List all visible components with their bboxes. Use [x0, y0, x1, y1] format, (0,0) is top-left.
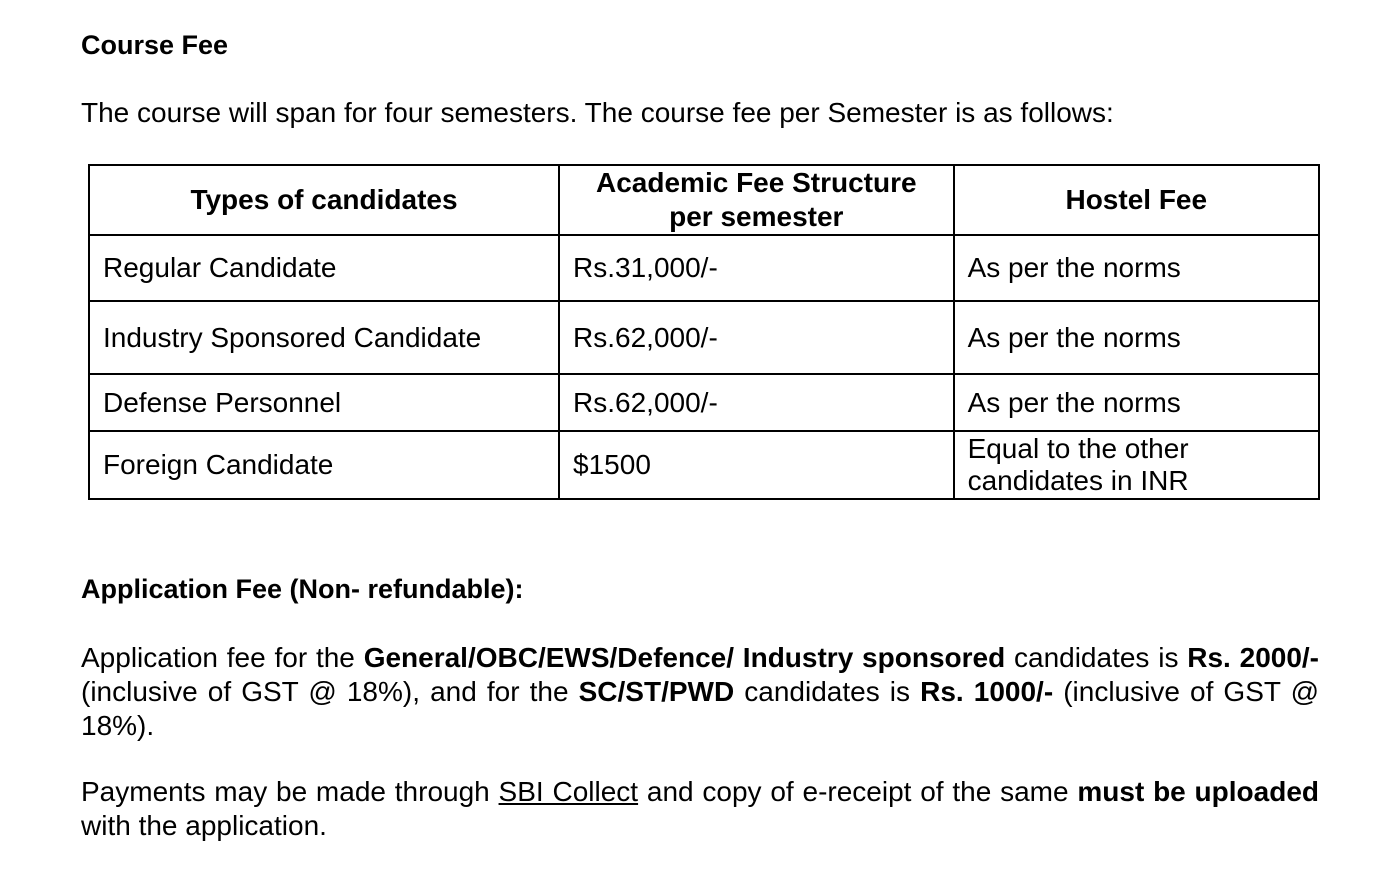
candidate-type-cell: Foreign Candidate: [89, 431, 559, 499]
hostel-fee-cell: As per the norms: [954, 235, 1319, 301]
course-fee-intro: The course will span for four semesters. The course fee per Semester is as follows:: [81, 97, 1114, 128]
candidate-type-cell: Defense Personnel: [89, 374, 559, 431]
academic-fee-cell: Rs.62,000/-: [559, 301, 954, 374]
general-fee-amount: Rs. 2000/-: [1187, 642, 1320, 673]
table-row: [89, 235, 1319, 301]
sbi-collect-link[interactable]: SBI Collect: [498, 776, 639, 807]
academic-fee-cell: Rs.62,000/-: [559, 374, 954, 431]
upload-requirement: must be uploaded: [1077, 776, 1319, 807]
header-types-of-candidates: Types of candidates: [89, 165, 559, 235]
hostel-fee-cell: [954, 431, 1319, 499]
table-row: [89, 374, 1319, 431]
candidate-type-cell: Industry Sponsored Candidate: [89, 301, 559, 374]
para-text: candidates is: [1005, 642, 1188, 673]
header-hostel-fee: Hostel Fee: [954, 165, 1319, 235]
para-text: candidates is: [734, 676, 921, 707]
header-academic-fee: Academic Fee Structure per semester: [559, 165, 954, 235]
payment-paragraph: [81, 775, 1319, 843]
eligible-categories: General/OBC/EWS/Defence/ Industry sponsored: [363, 642, 1006, 673]
para-text: and copy of e-receipt of the same: [638, 776, 1078, 807]
hostel-fee-text: Equal to the other candidates in INR: [967, 433, 1189, 496]
para-text: (inclusive of GST @ 18%), and for the: [81, 676, 579, 707]
course-fee-heading: Course Fee: [81, 30, 229, 60]
para-text: Payments may be made through: [81, 776, 499, 807]
table-row: [89, 431, 1319, 499]
hostel-fee-cell: As per the norms: [954, 301, 1319, 374]
reserved-fee-amount: Rs. 1000/-: [920, 676, 1054, 707]
application-fee-heading: Application Fee (Non- refundable):: [81, 574, 524, 604]
para-text: Application fee for the: [81, 642, 364, 673]
academic-fee-cell: $1500: [559, 431, 954, 499]
table-header-row: [89, 165, 1319, 235]
reserved-categories: SC/ST/PWD: [578, 676, 735, 707]
hostel-fee-cell: As per the norms: [954, 374, 1319, 431]
para-text: (inclusive of GST @ 18%).: [81, 676, 1319, 741]
academic-fee-cell: Rs.31,000/-: [559, 235, 954, 301]
application-fee-paragraph: [81, 641, 1319, 743]
candidate-type-cell: Regular Candidate: [89, 235, 559, 301]
table-row: [89, 301, 1319, 374]
course-fee-table: [88, 164, 1320, 500]
para-text: with the application.: [81, 810, 327, 841]
